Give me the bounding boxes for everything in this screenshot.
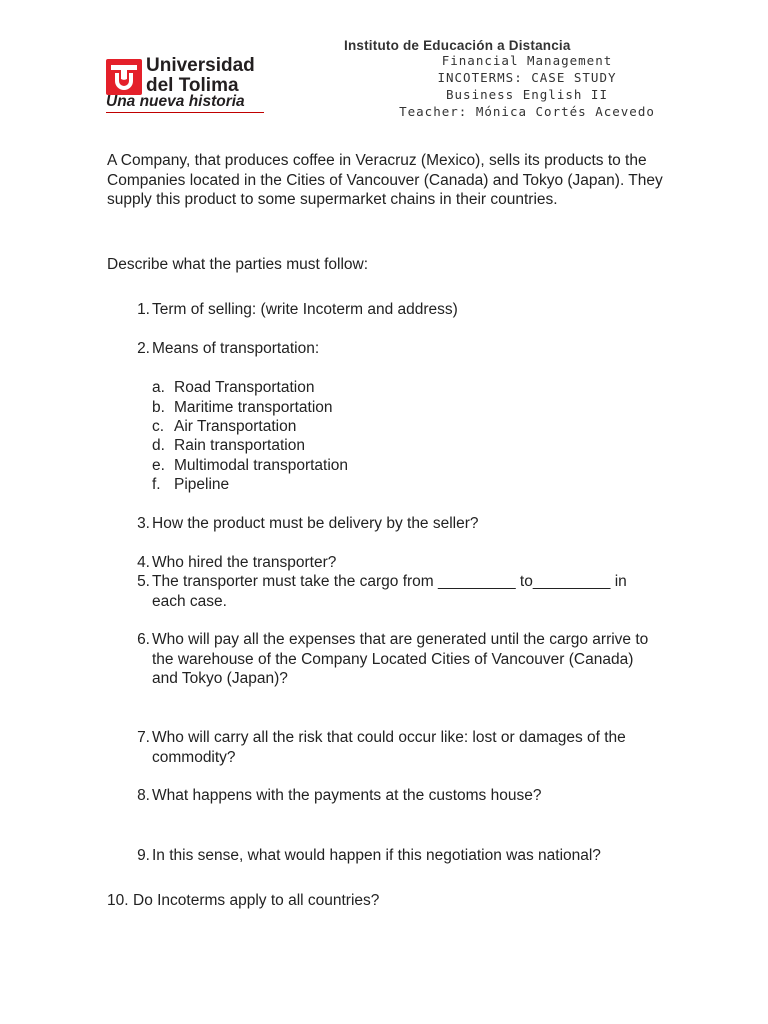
question-number: 1.: [137, 301, 150, 318]
question-number: 6.: [137, 631, 150, 648]
question-text: Who will carry all the risk that could occur like: lost or damages of the commodity?: [152, 729, 626, 766]
university-emblem-icon: [106, 59, 142, 95]
instruction-prompt: Describe what the parties must follow:: [107, 256, 369, 273]
question-text: How the product must be delivery by the seller?: [152, 515, 479, 532]
question-text: In this sense, what would happen if this negotiation was national?: [152, 847, 601, 864]
question-text: Who will pay all the expenses that are generated until the cargo arrive to the warehouse of the Company Located Cities of Vancouver (Canada) and Tokyo (Japan)?: [152, 631, 649, 687]
option-letter: c.: [152, 418, 165, 435]
logo-divider: [106, 112, 264, 113]
question-number: 2.: [137, 340, 150, 357]
university-logo: [106, 56, 276, 112]
option-letter: e.: [152, 457, 165, 474]
document-title: INCOTERMS: CASE STUDY: [437, 70, 617, 85]
option-text: Air Transportation: [174, 418, 297, 435]
question-text: The transporter must take the cargo from _________ to_________ in each case.: [152, 573, 627, 610]
subject-name: Business English II: [446, 87, 608, 102]
institute-name: Instituto de Educación a Distancia: [344, 38, 571, 53]
option-letter: a.: [152, 379, 165, 396]
option-letter: b.: [152, 399, 165, 416]
option-text: Maritime transportation: [174, 399, 333, 416]
question-text: What happens with the payments at the customs house?: [152, 787, 542, 804]
option-letter: f.: [152, 476, 161, 493]
option-letter: d.: [152, 437, 165, 454]
question-text: Term of selling: (write Incoterm and address): [152, 301, 458, 318]
logo-name-line2: del Tolima: [146, 75, 239, 96]
logo-name-line1: Universidad: [146, 55, 255, 76]
question-number: 3.: [137, 515, 150, 532]
option-text: Rain transportation: [174, 437, 305, 454]
question-text: Means of transportation:: [152, 340, 320, 357]
question-number: 9.: [137, 847, 150, 864]
teacher-name: Teacher: Mónica Cortés Acevedo: [399, 104, 655, 119]
option-text: Pipeline: [174, 476, 230, 493]
question-text: Who hired the transporter?: [152, 554, 337, 571]
course-name: Financial Management: [441, 53, 613, 68]
intro-paragraph: A Company, that produces coffee in Veracruz (Mexico), sells its products to the Companies located in the Cities of Vancouver (Canada) and Tokyo (Japan). They supply this product to some supermarket chains in their countries.: [107, 152, 663, 208]
question-number: 4.: [137, 554, 150, 571]
question-number: 5.: [137, 573, 150, 590]
option-text: Road Transportation: [174, 379, 315, 396]
option-text: Multimodal transportation: [174, 457, 349, 474]
question-number: 10.: [107, 892, 129, 909]
logo-tagline: Una nueva historia: [106, 93, 245, 110]
question-number: 8.: [137, 787, 150, 804]
question-text: Do Incoterms apply to all countries?: [133, 892, 380, 909]
question-number: 7.: [137, 729, 150, 746]
